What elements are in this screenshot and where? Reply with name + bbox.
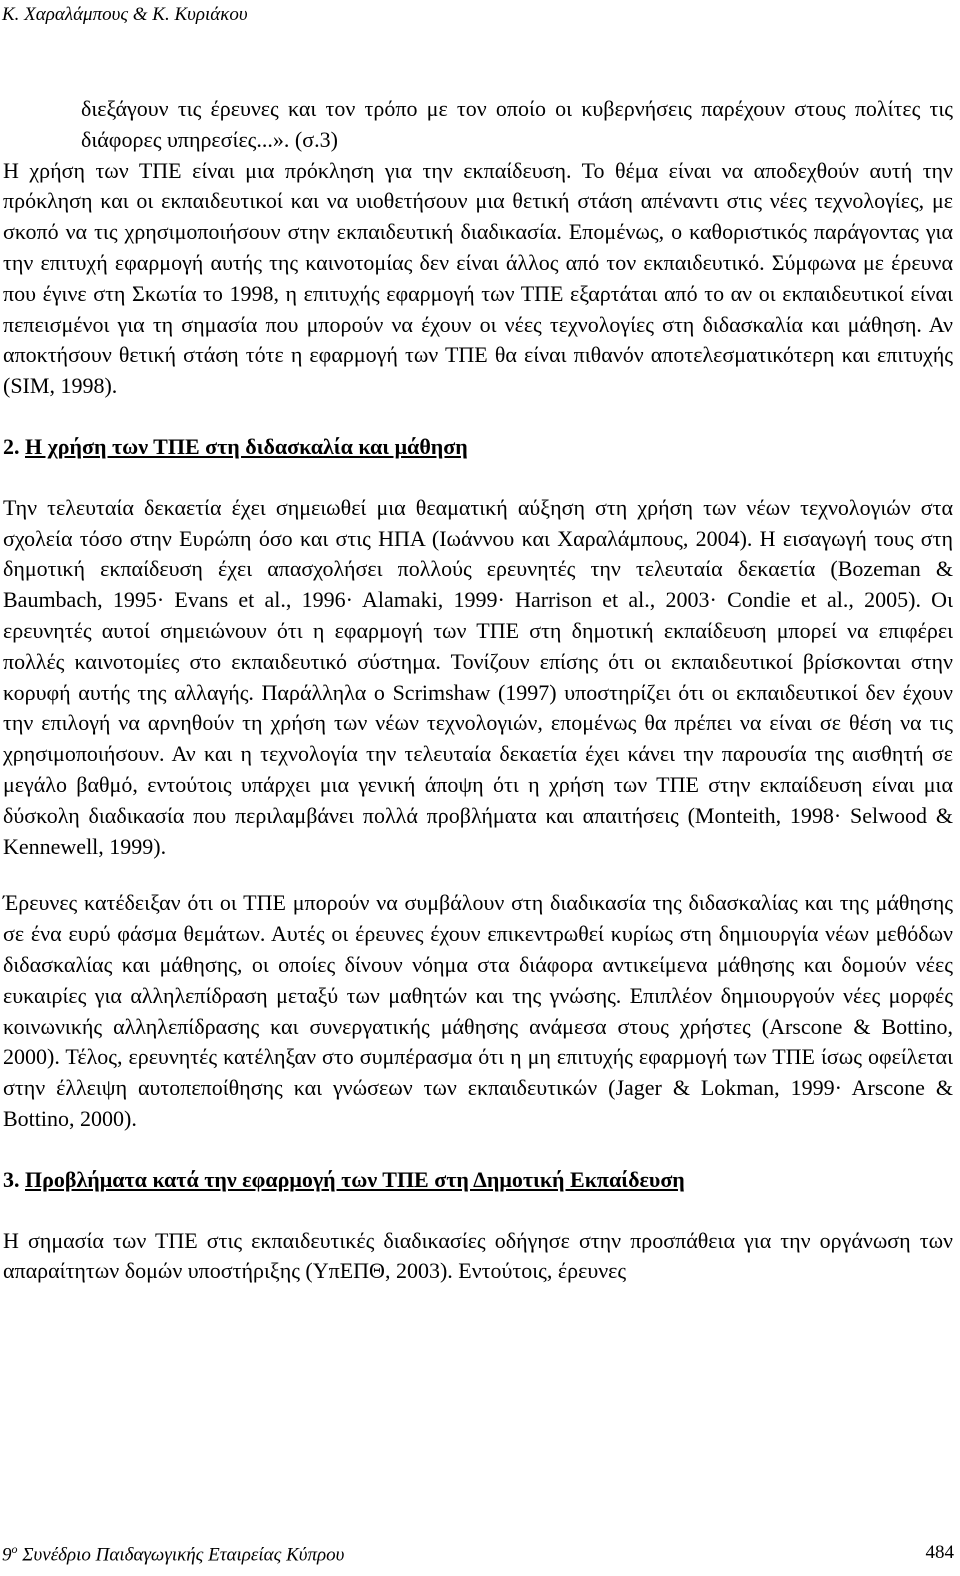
page-number: 484 [925,1542,954,1563]
running-header-authors: Κ. Χαραλάμπους & Κ. Κυριάκου [2,4,248,25]
section-3-heading [3,1165,953,1196]
quote-continuation: διεξάγουν τις έρευνες και τον τρόπο με τον οποίο οι κυβερνήσεις παρέχουν στους πολίτες τις διάφορες υπηρεσίες...». (σ.3) [81,96,953,152]
section-2-heading [3,432,953,463]
paragraph-1: Η χρήση των ΤΠΕ είναι μια πρόκληση για την εκπαίδευση. Το θέμα είναι να αποδεχθούν αυτή την πρόκληση και οι εκπαιδευτικοί και να υιοθετήσουν μια θετική στάση απέναντι στις νέες τεχνολογίες, με σκοπό να τις χρησιμοποιήσουν στην εκπαιδευτική διαδικασία. Επομένως, ο καθοριστικός παράγοντας για την επιτυχή εφαρμογή αυτής της καινοτομίας δεν είναι άλλος από τον εκπαιδευτικό. Σύμφωνα με έρευνα που έγινε στη Σκωτία το 1998, η επιτυχής εφαρμογή των ΤΠΕ εξαρτάται από το αν οι εκπαιδευτικοί είναι πεπεισμένοι για τη σημασία που μπορούν να έχουν οι νέες τεχνολογίες στη διδασκαλία και μάθηση. Αν αποκτήσουν θετική στάση τότε η εφαρμογή των ΤΠΕ θα είναι πιθανόν αποτελεσματικότερη και επιτυχής (SIM, 1998). [3,157,953,399]
page-footer [2,1542,954,1566]
paragraph-3: Έρευνες κατέδειξαν ότι οι ΤΠΕ μπορούν να συμβάλουν στη διαδικασία της διδασκαλίας και της μάθησης σε ένα ευρύ φάσμα θεμάτων. Αυτές οι έρευνες έχουν επικεντρωθεί κυρίως στη δημιουργία νέων μεθόδων διδασκαλίας και μάθησης, οι οποίες δίνουν νόημα στα διάφορα αντικείμενα μάθησης και δομούν νέες ευκαιρίες για αλληλεπίδραση μεταξύ των μαθητών και της γνώσης. Επιπλέον δημιουργούν νέες μορφές κοινωνικής αλληλεπίδρασης και συνεργατικής μάθησης ανάμεσα στους χρήστες (Arscone & Bottino, 2000). Τέλος, ερευνητές κατέληξαν στο συμπέρασμα ότι η μη επιτυχής εφαρμογή των ΤΠΕ ίσως οφείλεται στην έλλειψη αυτοπεποίθησης και γνώσεων των εκπαιδευτικών (Jager & Lokman, 1999· Arscone & Bottino, 2000). [3,890,953,1131]
page-content [3,94,953,1287]
conference-name: Συνέδριο Παιδαγωγικής Εταιρείας Κύπρου [22,1544,345,1566]
conference-superscript: ο [11,1542,18,1556]
section-2-title: Η χρήση των ΤΠΕ στη διδασκαλία και μάθηση [25,433,468,459]
conference-number: 9 [2,1544,12,1566]
paragraph-4: Η σημασία των ΤΠΕ στις εκπαιδευτικές διαδικασίες οδήγησε στην προσπάθεια για την οργάνωση των απαραίτητων δομών υποστήριξης (ΥπΕΠΘ, 2003). Εντούτοις, έρευνες [3,1227,953,1284]
section-2-number: 2. [3,433,20,459]
paragraph-2: Την τελευταία δεκαετία έχει σημειωθεί μια θεαματική αύξηση στη χρήση των νέων τεχνολογιών στα σχολεία τόσο στην Ευρώπη όσο και στις ΗΠΑ (Ιωάννου και Χαραλάμπους, 2004). Η εισαγωγή τους στη δημοτική εκπαίδευση έχει απασχολήσει πολλούς ερευνητές την τελευταία δεκαετία (Bozeman & Baumbach, 1995· Evans et al., 1996· Alamaki, 1999· Harrison et al., 2003· Condie et al., 2005). Οι ερευνητές αυτοί σημειώνουν ότι η εφαρμογή των ΤΠΕ στη δημοτική εκπαίδευση μπορεί να επιφέρει πολλές καινοτομίες στο εκπαιδευτικό σύστημα. Τονίζουν επίσης ότι οι εκπαιδευτικοί βρίσκονται στην κορυφή αυτής της αλλαγής. Παράλληλα ο Scrimshaw (1997) υποστηρίζει ότι οι εκπαιδευτικοί δεν έχουν την επιλογή να αρνηθούν τη χρήση των νέων τεχνολογιών, επομένως θα πρέπει να είναι σε θέση να τις χρησιμοποιήσουν. Αν και η τεχνολογία την τελευταία δεκαετία έχει κάνει την παρουσία της αισθητή σε μεγάλο βαθμό, εντούτοις υπάρχει μια γενική άποψη ότι η χρήση των ΤΠΕ στην εκπαίδευση είναι μια δύσκολη διαδικασία που περιλαμβάνει πολλά προβλήματα και απαιτήσεις (Monteith, 1998· Selwood & Kennewell, 1999). [3,494,953,859]
section-3-number: 3. [3,1166,20,1192]
paragraph-gap [3,862,953,888]
section-3-title: Προβλήματα κατά την εφαρμογή των ΤΠΕ στη Δημοτική Εκπαίδευση [25,1166,685,1192]
